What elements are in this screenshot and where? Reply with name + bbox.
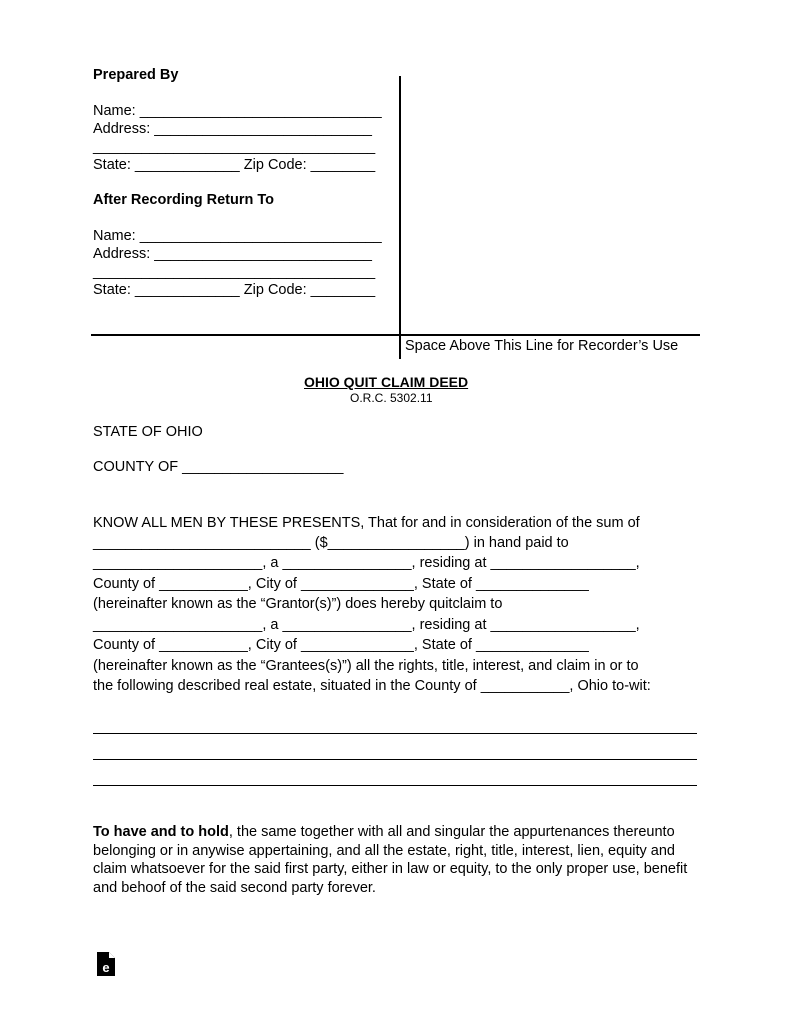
- prepared-by-name-field[interactable]: Name: ______________________________: [93, 103, 382, 119]
- body-line: KNOW ALL MEN BY THESE PRESENTS, That for and in consideration of the sum of: [93, 515, 640, 531]
- return-to-heading: After Recording Return To: [93, 192, 274, 208]
- legal-description-line[interactable]: [93, 733, 697, 734]
- recorder-note: Space Above This Line for Recorder’s Use: [405, 338, 679, 354]
- recorder-divider-vertical: [399, 76, 401, 359]
- legal-description-line[interactable]: [93, 785, 697, 786]
- body-line[interactable]: _____________________, a ________________, residing at __________________,: [93, 617, 640, 633]
- document-subtitle: O.R.C. 5302.11: [350, 391, 433, 405]
- recorder-divider-horizontal: [91, 334, 700, 336]
- prepared-by-heading: Prepared By: [93, 67, 179, 83]
- return-to-state-zip-field[interactable]: State: _____________ Zip Code: ________: [93, 282, 376, 298]
- body-line[interactable]: County of ___________, City of ______________, State of ______________: [93, 637, 589, 653]
- body-line[interactable]: ___________________________ ($_________________) in hand paid to: [93, 535, 569, 551]
- prepared-by-address-line2[interactable]: ___________________________________: [93, 139, 376, 155]
- return-to-address-field[interactable]: Address: ___________________________: [93, 246, 372, 262]
- document-title: OHIO QUIT CLAIM DEED: [304, 374, 469, 390]
- habendum-text: , the same together with all and singular the appurtenances thereunto belonging or in anywise appertaining, and all the estate, right, title, interest, lien, equity and claim whatsoever for the said first party, either in law or equity, to the only proper use, benefit and behoof of the said second party forever.: [93, 824, 688, 896]
- return-to-address-line2[interactable]: ___________________________________: [93, 264, 376, 280]
- body-line[interactable]: County of ___________, City of ______________, State of ______________: [93, 576, 589, 592]
- body-line: (hereinafter known as the “Grantees(s)”) all the rights, title, interest, and claim in or to: [93, 658, 639, 674]
- habendum-paragraph: [93, 823, 693, 897]
- habendum-bold: To have and to hold: [93, 824, 229, 840]
- document-logo-icon: [96, 952, 116, 976]
- legal-description-line[interactable]: [93, 759, 697, 760]
- svg-text:e: e: [102, 960, 110, 975]
- prepared-by-address-field[interactable]: Address: ___________________________: [93, 121, 372, 137]
- body-line[interactable]: the following described real estate, situated in the County of ___________, Ohio to-wit:: [93, 678, 651, 694]
- county-field[interactable]: COUNTY OF ____________________: [93, 459, 344, 475]
- return-to-name-field[interactable]: Name: ______________________________: [93, 228, 382, 244]
- state-line: STATE OF OHIO: [93, 424, 203, 440]
- prepared-by-state-zip-field[interactable]: State: _____________ Zip Code: ________: [93, 157, 376, 173]
- body-line: (hereinafter known as the “Grantor(s)”) does hereby quitclaim to: [93, 596, 503, 612]
- body-line[interactable]: _____________________, a ________________, residing at __________________,: [93, 555, 640, 571]
